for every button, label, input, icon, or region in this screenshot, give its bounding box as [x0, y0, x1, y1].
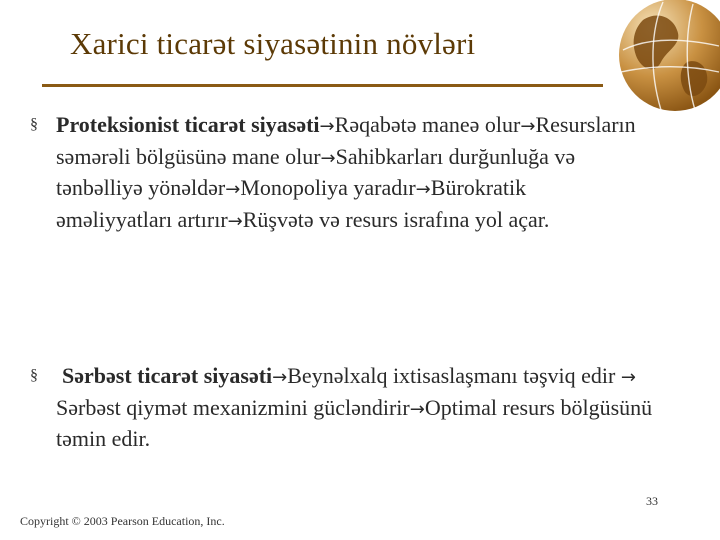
bullet-item: Monopoliya yaradır — [240, 175, 416, 200]
bullet-item: Sahibkarları durğunluğa və tənbəlliyə yönəldər — [56, 143, 576, 200]
bullet-free-trade — [30, 361, 656, 454]
bullet-protectionist — [30, 110, 646, 236]
bullet-item: Rüşvətə və resurs israfına yol açar. — [242, 206, 550, 232]
bullet-marker: § — [30, 367, 38, 384]
bullet-item: Beynəlxalq ixtisaslaşmanı təşviq edir — [287, 363, 621, 388]
globe-icon — [603, 0, 720, 118]
bullet-item: Optimal resurs bölgüsünü təmin edir. — [56, 394, 653, 451]
bullet-item: Resursların səmərəli bölgüsünə mane olur — [56, 112, 636, 169]
bullet-marker: § — [30, 116, 38, 133]
page-number: 33 — [646, 494, 658, 508]
bullet-item: Sərbəst qiymət mexanizmini gücləndirir — [56, 394, 410, 420]
bullet-heading: Proteksionist ticarət siyasəti — [56, 112, 320, 137]
title-divider — [42, 84, 610, 87]
bullet-item: Bürokratik əməliyyatları artırır — [56, 175, 527, 232]
arrow-icon: → — [272, 367, 288, 388]
copyright-notice: Copyright © 2003 Pearson Education, Inc. — [20, 514, 225, 528]
arrow-icon: → — [520, 116, 536, 137]
bullet-item: Rəqabətə maneə olur — [334, 112, 521, 137]
slide-title: Xarici ticarət siyasətinin növləri — [70, 26, 476, 61]
arrow-icon: → — [320, 147, 336, 169]
arrow-icon: → — [620, 367, 636, 388]
arrow-icon: → — [225, 179, 241, 200]
arrow-icon: → — [227, 210, 243, 232]
arrow-icon: → — [409, 398, 425, 420]
arrow-icon: → — [415, 179, 431, 200]
arrow-icon: → — [319, 116, 335, 137]
bullet-heading: Sərbəst ticarət siyasəti — [62, 363, 273, 388]
